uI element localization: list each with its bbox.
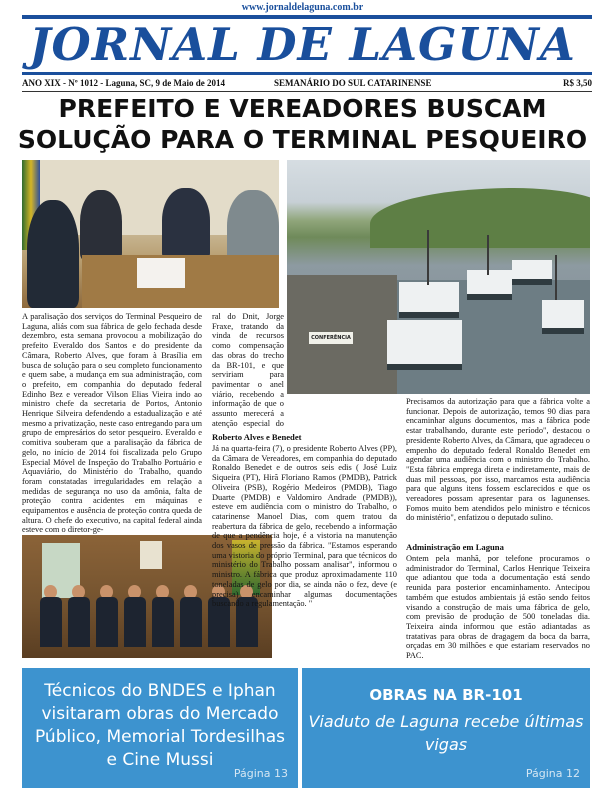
edition-bar	[22, 78, 592, 90]
person-shape	[124, 597, 146, 647]
teaser-title-br101: Viaduto de Laguna recebe últimas vigas	[308, 712, 584, 754]
person-shape	[96, 597, 118, 647]
edition-info: ANO XIX - Nº 1012 - Laguna, SC, 9 de Maio de 2014	[22, 78, 225, 88]
weekly-tagline: SEMANÁRIO DO SUL CATARINENSE	[274, 78, 432, 88]
papers-shape	[137, 258, 185, 288]
masthead-bottom-rule	[22, 72, 592, 75]
teaser-page-ref: Página 12	[525, 767, 580, 780]
person-shape	[162, 188, 210, 260]
article-column-3-top: Precisamos da autorização para que a fábrica volte a funcionar. Depois de autorização, temos 90 dias para encaminhar alguns documentos, mas a fábrica pode estar trabalhando, durante este período", destacou o presidente Roberto Alves, da Câmara, que agradeceu o empenho do deputado federal Ronaldo Benedet em agendar uma audiência com o ministro do Trabalho. "Esta fábrica emprega direta e indiretamente, mais de duas mil pessoas, por isso, marcamos esta audiência para que alguns itens fossem esclarecidos e que os vereadores possam apresentar para os lagunenses. Fomos muito bem atendidos pelo ministro e técnicos do ministério", enfatizou o deputado sulino.	[406, 397, 590, 523]
portrait-frame-shape	[140, 541, 162, 569]
conference-sign: CONFERÊNCIA	[309, 332, 353, 344]
person-shape	[152, 597, 174, 647]
fishing-port-photo	[287, 160, 590, 394]
edition-bar-rule	[22, 91, 592, 92]
boat-shape	[399, 282, 459, 318]
article-column-3-body: Ontem pela manhã, por telefone procuramos o administrador do Terminal, Carlos Henrique Teixeira que adiantou que toda a documentação está sendo reunida para posterior encaminhamento. Antecipou também que estudos ambientais já estão sendo feitos visando a construção de mais uma fábrica de gelo, com previsão de produção de 500 toneladas dia. Teixeira ainda informou que estão adiantadas as tratativas para obras de dragagem da boca da barra, orçadas em 30 milhões e que estariam reservados no PAC.	[406, 554, 590, 661]
teaser-page-ref: Página 13	[233, 767, 288, 780]
boat-shape	[387, 320, 462, 370]
teaser-box-bndes[interactable]	[22, 668, 298, 788]
person-shape	[180, 597, 202, 647]
subheading-administracao: Administração em Laguna	[406, 542, 504, 552]
person-shape	[40, 597, 62, 647]
person-shape	[27, 200, 79, 308]
headline-line-1: PREFEITO E VEREADORES BUSCAM	[58, 94, 547, 123]
mast-shape	[487, 235, 489, 275]
subheading-roberto-alves: Roberto Alves e Benedet	[212, 432, 302, 442]
person-shape	[68, 597, 90, 647]
hill-shape	[370, 188, 590, 248]
boat-shape	[512, 260, 552, 285]
mast-shape	[555, 255, 557, 300]
article-column-2-body: Já na quarta-feira (7), o presidente Roberto Alves (PP), da Câmara de Vereadores, em companhia do deputado Ronaldo Benedet e de outros seis edis ( José Luiz Siqueira (PT), Hirã Floriano Ramos (PMDB), Patrick Oliveira (PSB), Rogério Medeiros (PMDB), Tiago Duarte (PMDB) e Valdomiro Andrade (PMDB)), esteve em audiência com o ministro do Trabalho, o catarinense Manoel Dias, com quem tratou da reabertura da fábrica de gelo, recebendo a informação de que a pendência hoje, é a vistoria na manutenção dos vasos de pressão da fábrica. "Estamos esperando uma vistoria do próprio Terminal, para que técnicos do ministério do Trabalho possam analisar", informou o ministro. A fábrica que produz aproximadamente 110 toneladas de gelo por dia, se ainda não o fez, deve (e precisa) encaminhar algumas documentações buscando a regulamentação. "	[212, 444, 397, 609]
teaser-title-bndes: Técnicos do BNDES e Iphan visitaram obras do Mercado Público, Memorial Tordesilhas e Cine Mussi	[34, 681, 286, 770]
boat-shape	[467, 270, 512, 300]
teaser-kicker-br101: OBRAS NA BR-101	[369, 686, 523, 704]
person-shape	[80, 190, 122, 260]
article-column-2-top: ral do Dnit, Jorge Fraxe, tratando da vinda de recursos como compensação das obras do trecho da BR-101, e que serviriam para pavimentar o anel viário, recebendo a informação de que o assunto merecerá a atenção especial do	[212, 312, 284, 428]
mast-shape	[427, 230, 429, 285]
masthead-title: JORNAL DE LAGUNA	[29, 18, 576, 71]
main-headline	[0, 93, 605, 155]
teaser-box-br101[interactable]	[302, 668, 590, 788]
cover-price: R$ 3,50	[563, 78, 592, 88]
website-url: www.jornaldelaguna.com.br	[241, 2, 364, 13]
boat-shape	[542, 300, 584, 334]
meeting-photo	[22, 160, 279, 308]
article-column-1: A paralisação dos serviços do Terminal Pesqueiro de Laguna, aliás com sua fábrica de gelo fechada desde dezembro, esta semana provocou a mobilização do prefeito Everaldo dos Santos e do presidente da Câmara, Roberto Alves, que foram à Brasília em busca de solução para o seu completo funcionamento e quem sabe, a mudança em sua administração, com o prefeito, em companhia do deputado federal Edinho Bez e vereador Vilson Elias Vieira indo ao ministro chefe da secretaria de Portos, Antonio Henrique Silveira defendendo a estadualização e até mesmo a privatização, neste caso entregando para um grupo de empresários do setor pesqueiro. Everaldo e comitiva souberam que a paralisação da fábrica de gelo, no início de 2014 foi fiscalizada pelo Grupo Especial Móvel de Inspeção do Trabalho Portuário e Aquaviário, do Ministério do Trabalho, quando foram constatadas irregularidades em relação a medidas de segurança no uso da amônia, falta de proteção contra acidentes em máquinas e equipamentos e ausência de proteção contra queda de altura. O chefe do executivo, na capital federal ainda esteve com o diretor-ge-	[22, 312, 202, 535]
headline-line-2: SOLUÇÃO PARA O TERMINAL PESQUEIRO	[17, 125, 588, 154]
